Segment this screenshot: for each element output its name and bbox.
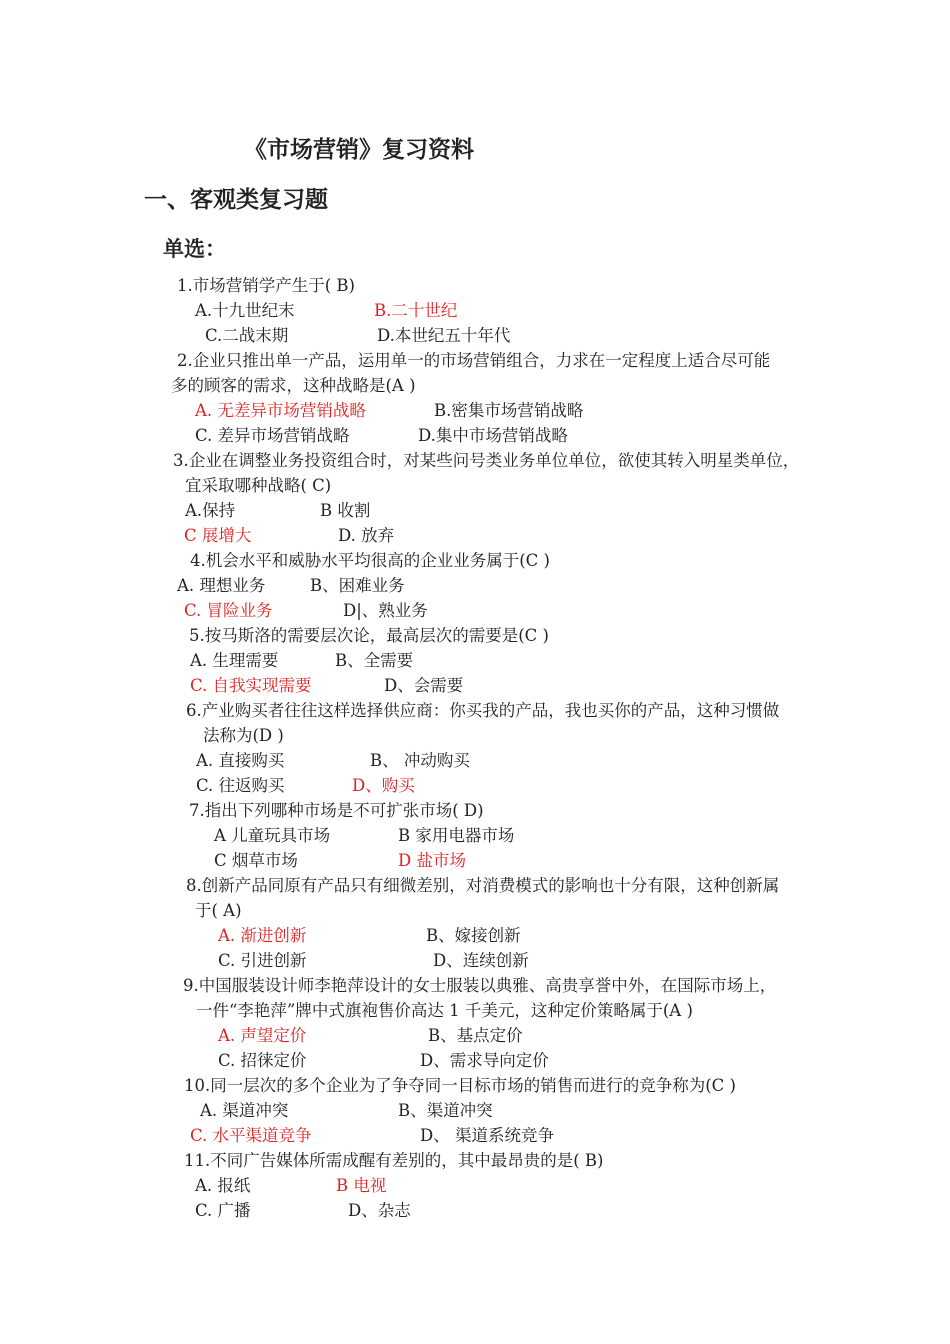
question-8-option-d: D、连续创新 bbox=[433, 951, 529, 970]
question-9-option-d: D、需求导向定价 bbox=[420, 1051, 549, 1070]
question-5-option-c-answer: C. 自我实现需要 bbox=[190, 676, 312, 695]
question-3-option-c-answer: C 展增大 bbox=[184, 526, 252, 545]
question-6-option-c: C. 往返购买 bbox=[196, 776, 285, 795]
question-9-stem-line-1: 9.中国服装设计师李艳萍设计的女士服装以典雅、高贵享誉中外，在国际市场上， bbox=[183, 976, 777, 995]
question-7-option-a: A 儿童玩具市场 bbox=[214, 826, 331, 845]
question-1-option-b-answer: B.二十世纪 bbox=[374, 301, 458, 320]
question-10-option-a: A. 渠道冲突 bbox=[200, 1101, 289, 1120]
question-5-option-a: A. 生理需要 bbox=[190, 651, 279, 670]
question-4-option-d: D|、熟业务 bbox=[343, 601, 428, 620]
question-8-option-b: B、嫁接创新 bbox=[426, 926, 521, 945]
question-2-option-a-answer: A. 无差异市场营销战略 bbox=[195, 401, 366, 420]
question-8-stem-line-1: 8.创新产品同原有产品只有细微差别，对消费模式的影响也十分有限，这种创新属 bbox=[186, 876, 780, 895]
question-2-option-c: C. 差异市场营销战略 bbox=[195, 426, 350, 445]
question-11-option-d: D、杂志 bbox=[348, 1201, 411, 1220]
question-4-option-c-answer: C. 冒险业务 bbox=[184, 601, 273, 620]
question-6-stem-line-1: 6.产业购买者往往这样选择供应商：你买我的产品，我也买你的产品，这种习惯做 bbox=[186, 701, 780, 720]
question-11-option-c: C. 广播 bbox=[195, 1201, 251, 1220]
question-9-option-c: C. 招徕定价 bbox=[218, 1051, 307, 1070]
question-11-stem: 11.不同广告媒体所需成醒有差别的，其中最昂贵的是( B) bbox=[184, 1151, 604, 1170]
question-1-option-d: D.本世纪五十年代 bbox=[377, 326, 511, 345]
question-9-option-b: B、基点定价 bbox=[428, 1026, 523, 1045]
question-6-stem-line-2: 法称为(D ) bbox=[203, 726, 284, 745]
question-7-option-c: C 烟草市场 bbox=[214, 851, 298, 870]
question-6-option-d-answer: D、购买 bbox=[352, 776, 415, 795]
question-4-option-b: B、困难业务 bbox=[310, 576, 405, 595]
question-8-stem-line-2: 于( A) bbox=[195, 901, 242, 920]
question-6-option-a: A. 直接购买 bbox=[196, 751, 285, 770]
question-7-option-d-answer: D 盐市场 bbox=[398, 851, 466, 870]
page-title: 《市场营销》复习资料 bbox=[244, 137, 474, 163]
question-4-option-a: A. 理想业务 bbox=[177, 576, 266, 595]
question-2-stem-line-2: 多的顾客的需求，这种战略是(A ) bbox=[171, 376, 416, 395]
question-10-stem: 10.同一层次的多个企业为了争夺同一目标市场的销售而进行的竞争称为(C ) bbox=[184, 1076, 736, 1095]
question-5-option-d: D、会需要 bbox=[384, 676, 464, 695]
question-10-option-c-answer: C. 水平渠道竞争 bbox=[190, 1126, 312, 1145]
question-2-stem-line-1: 2.企业只推出单一产品，运用单一的市场营销组合，力求在一定程度上适合尽可能 bbox=[177, 351, 771, 370]
question-1-option-a: A.十九世纪末 bbox=[195, 301, 295, 320]
section-heading: 一、客观类复习题 bbox=[144, 187, 328, 213]
question-11-option-b-answer: B 电视 bbox=[336, 1176, 387, 1195]
question-3-option-d: D. 放弃 bbox=[338, 526, 395, 545]
question-10-option-d: D、 渠道系统竞争 bbox=[420, 1126, 554, 1145]
question-8-option-a-answer: A. 渐进创新 bbox=[218, 926, 307, 945]
question-5-stem: 5.按马斯洛的需要层次论，最高层次的需要是(C ) bbox=[189, 626, 549, 645]
question-10-option-b: B、渠道冲突 bbox=[398, 1101, 493, 1120]
question-9-option-a-answer: A. 声望定价 bbox=[218, 1026, 307, 1045]
question-7-stem: 7.指出下列哪种市场是不可扩张市场( D) bbox=[189, 801, 484, 820]
question-2-option-b: B.密集市场营销战略 bbox=[434, 401, 584, 420]
question-9-stem-line-2: 一件“李艳萍”牌中式旗袍售价高达 1 千美元，这种定价策略属于(A ) bbox=[196, 1001, 693, 1020]
question-5-option-b: B、全需要 bbox=[335, 651, 414, 670]
question-11-option-a: A. 报纸 bbox=[195, 1176, 251, 1195]
question-3-stem-line-1: 3.企业在调整业务投资组合时，对某些问号类业务单位单位，欲使其转入明星类单位， bbox=[173, 451, 800, 470]
question-3-option-b: B 收割 bbox=[320, 501, 371, 520]
question-4-stem: 4.机会水平和威胁水平均很高的企业业务属于(C ) bbox=[190, 551, 550, 570]
subsection-heading: 单选： bbox=[163, 237, 226, 261]
question-7-option-b: B 家用电器市场 bbox=[398, 826, 515, 845]
question-1-stem: 1.市场营销学产生于( B) bbox=[177, 276, 355, 295]
question-6-option-b: B、 冲动购买 bbox=[370, 751, 470, 770]
question-2-option-d: D.集中市场营销战略 bbox=[418, 426, 568, 445]
question-3-option-a: A.保持 bbox=[185, 501, 236, 520]
question-1-option-c: C.二战末期 bbox=[205, 326, 289, 345]
question-8-option-c: C. 引进创新 bbox=[218, 951, 307, 970]
question-3-stem-line-2: 宜采取哪种战略( C) bbox=[185, 476, 332, 495]
